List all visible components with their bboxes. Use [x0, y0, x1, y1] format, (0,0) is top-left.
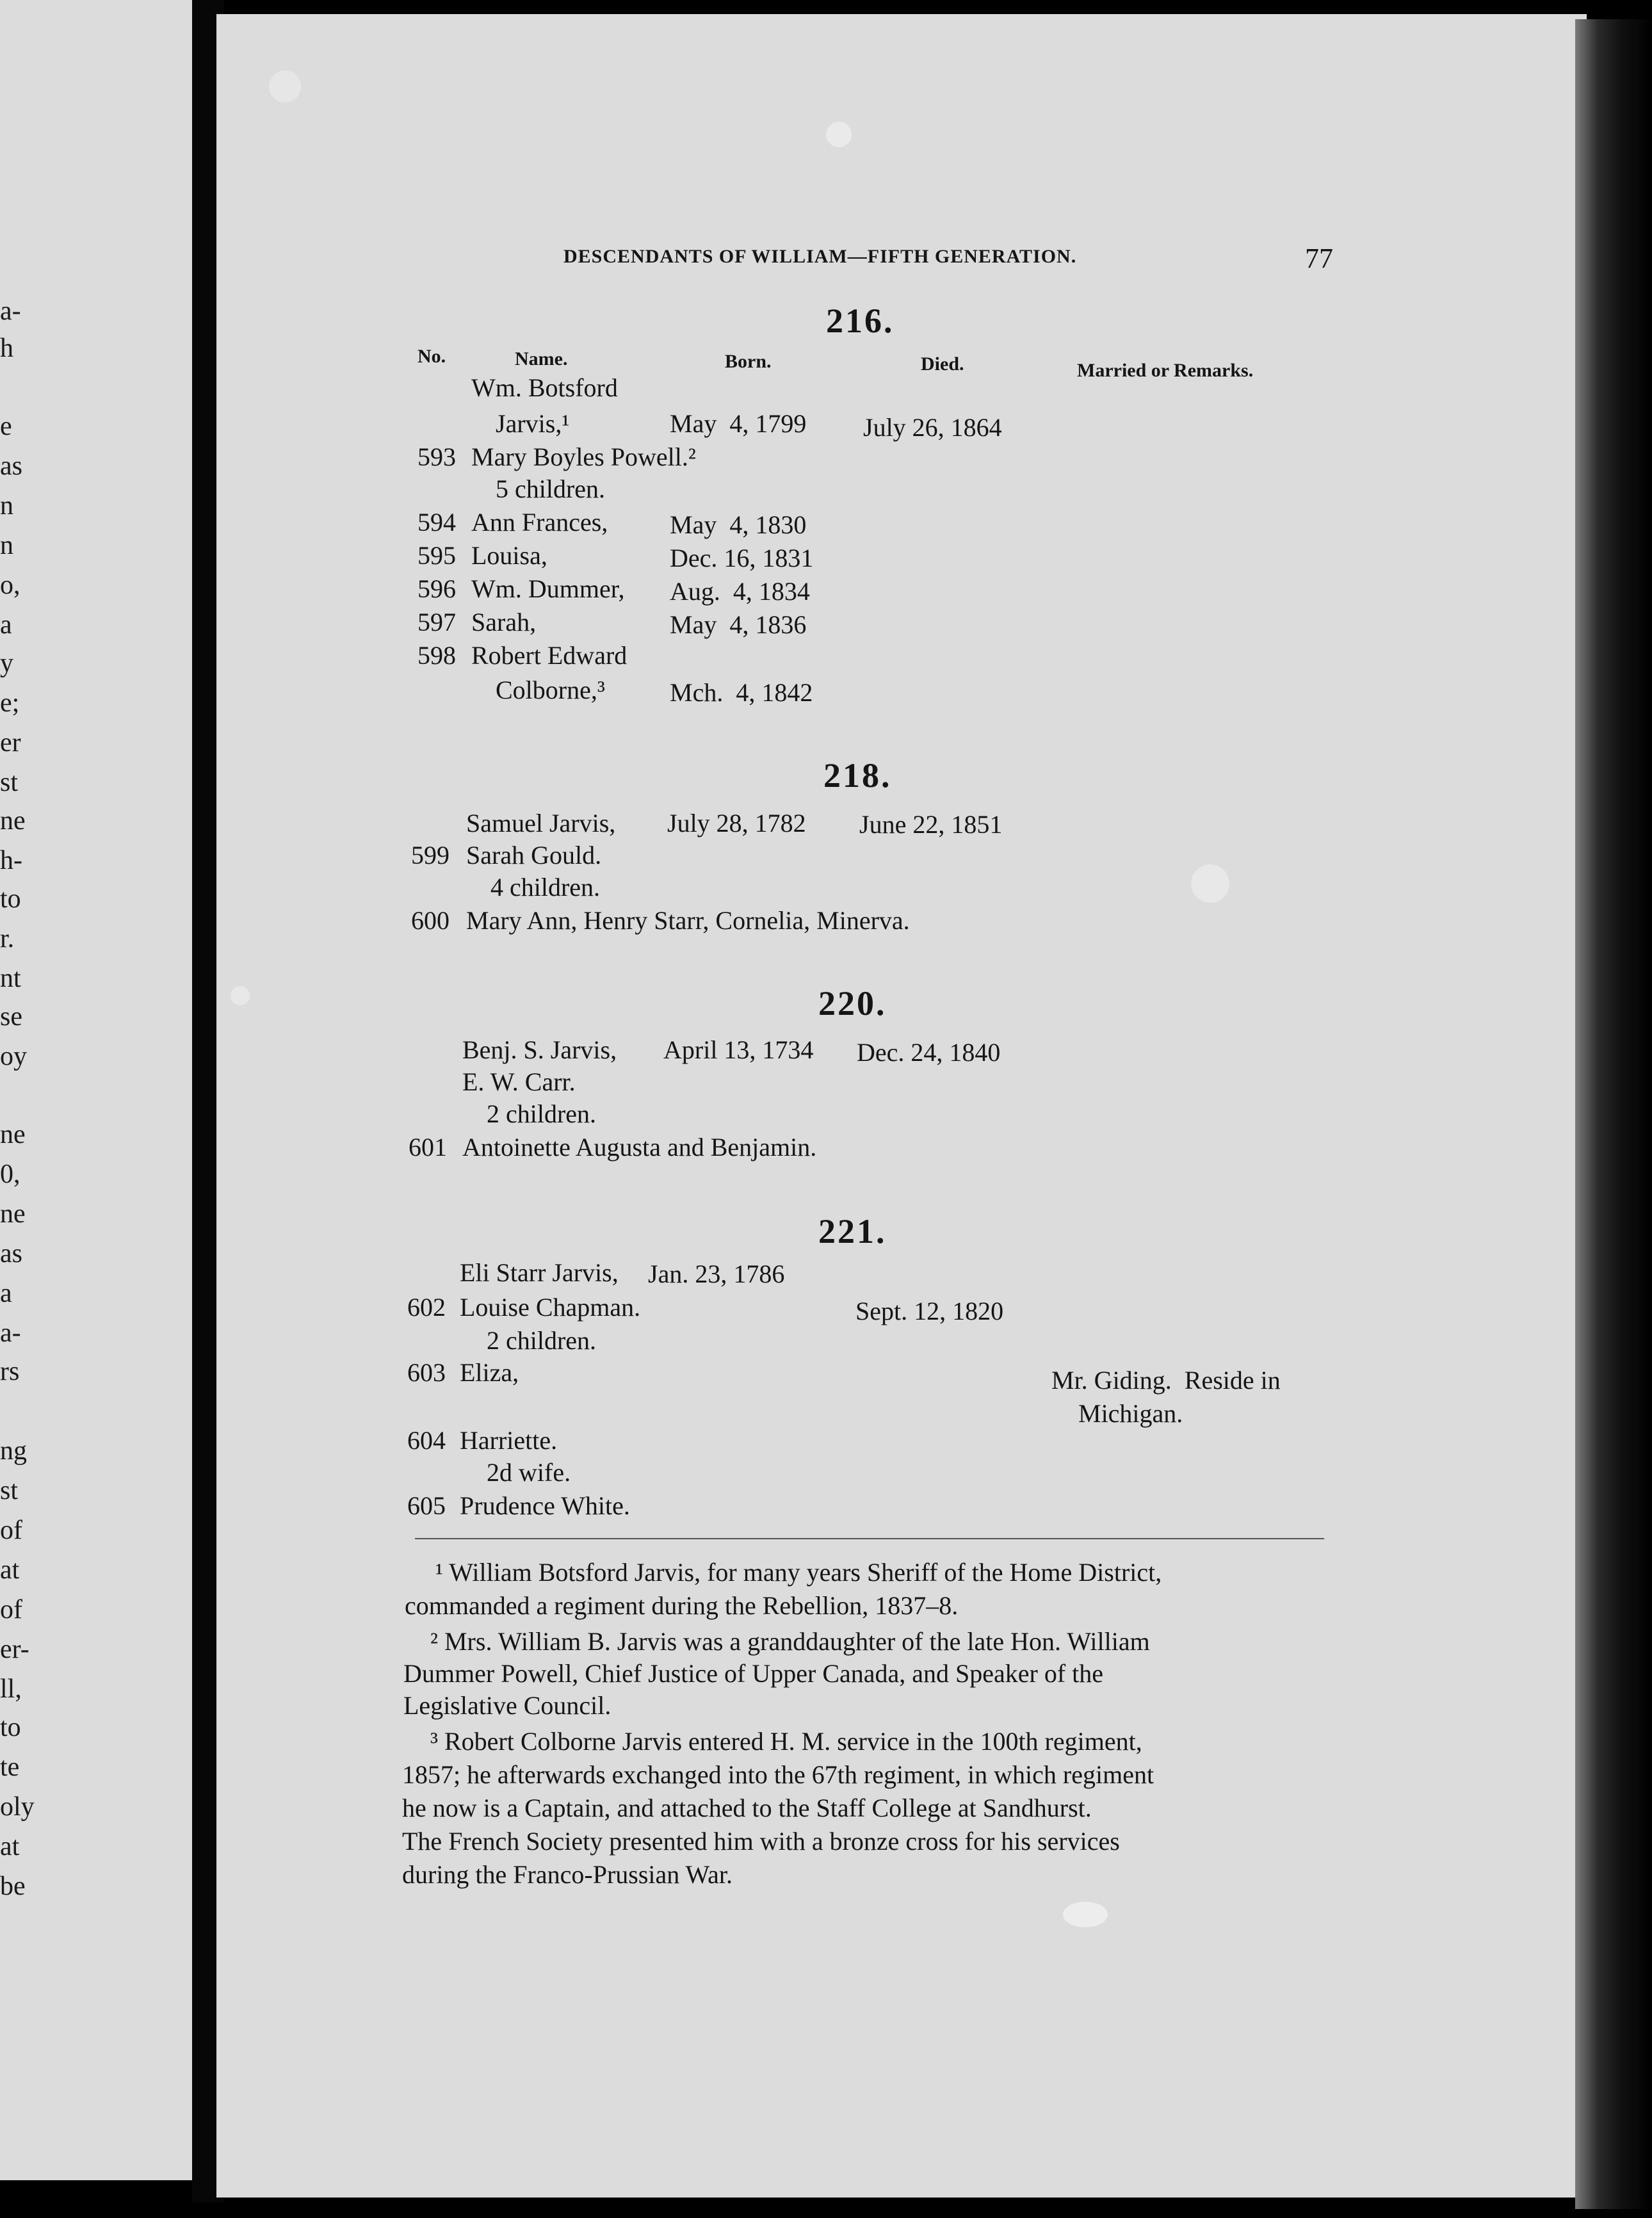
left-page-fragment: o,	[0, 571, 20, 600]
left-page-fragment: h	[0, 334, 13, 363]
entry-name: Eliza,	[460, 1358, 519, 1387]
left-page-fragment: of	[0, 1595, 22, 1624]
entry-born: May 4, 1830	[670, 510, 807, 539]
entry-born: Jan. 23, 1786	[648, 1259, 785, 1288]
left-page-fragment: 0,	[0, 1160, 20, 1189]
entry-name: Samuel Jarvis,	[466, 809, 616, 838]
entry-born: May 4, 1799	[670, 409, 807, 438]
entry-number: 594	[417, 508, 456, 537]
entry-name: Sarah,	[471, 608, 537, 636]
left-facing-page	[0, 0, 206, 2180]
entry-born: July 28, 1782	[667, 809, 806, 838]
footnote-rule	[415, 1538, 1324, 1539]
entry-name: Sarah Gould.	[466, 841, 602, 870]
left-page-fragment: as	[0, 451, 22, 481]
section-heading-216: 216.	[826, 302, 895, 340]
entry-number: 603	[407, 1358, 446, 1387]
column-header-died: Died.	[921, 353, 964, 375]
entry-name: E. W. Carr.	[462, 1067, 576, 1096]
footnote-line: commanded a regiment during the Rebellion, 1837–8.	[405, 1591, 959, 1620]
left-page-fragment: se	[0, 1002, 22, 1032]
entry-born: Mch. 4, 1842	[670, 678, 813, 707]
page-number: 77	[1305, 243, 1333, 274]
entry-number: 600	[411, 906, 449, 935]
footnote-line: 1857; he afterwards exchanged into the 67th regiment, in which regiment	[402, 1760, 1154, 1789]
entry-number: 597	[417, 608, 456, 636]
section-heading-221: 221.	[818, 1212, 887, 1251]
entry-name: Jarvis,¹	[496, 409, 570, 438]
left-page-fragment: to	[0, 884, 21, 914]
entry-number: 593	[417, 442, 456, 471]
scan-speck	[269, 70, 301, 102]
left-page-fragment: to	[0, 1713, 21, 1742]
left-page-fragment: be	[0, 1872, 26, 1901]
left-page-fragment: e;	[0, 688, 20, 718]
entry-number: 598	[417, 641, 456, 670]
entry-name: Colborne,³	[496, 676, 605, 704]
entry-name: Louisa,	[471, 541, 547, 570]
entry-note: 4 children.	[490, 873, 601, 902]
left-page-fragment: oly	[0, 1792, 35, 1822]
left-page-fragment: er-	[0, 1635, 29, 1664]
left-page-fragment: n	[0, 531, 13, 560]
left-page-fragment: r.	[0, 924, 15, 953]
scan-speck	[1063, 1902, 1108, 1927]
left-page-fragment: ne	[0, 806, 26, 836]
footnote-line: he now is a Captain, and attached to the Staff College at Sandhurst.	[402, 1793, 1092, 1822]
entry-name: Prudence White.	[460, 1491, 630, 1520]
entry-note: 2 children.	[487, 1326, 597, 1355]
scan-speck	[231, 986, 250, 1005]
entry-remarks: Michigan.	[1078, 1399, 1183, 1428]
left-page-fragment: a	[0, 610, 12, 640]
entry-note: 2 children.	[487, 1099, 597, 1128]
entry-name: Robert Edward	[471, 641, 628, 670]
column-header-born: Born.	[725, 351, 772, 372]
entry-name: Eli Starr Jarvis,	[460, 1258, 619, 1287]
footnote-line: ¹ William Botsford Jarvis, for many years Sheriff of the Home District,	[435, 1558, 1162, 1587]
scan-speck	[826, 122, 852, 147]
entry-name: Wm. Dummer,	[471, 574, 625, 603]
column-header-no: No.	[417, 346, 446, 367]
column-header-name: Name.	[515, 348, 568, 369]
left-page-fragment: as	[0, 1239, 22, 1268]
entry-name: Mary Boyles Powell.²	[471, 442, 696, 471]
entry-born: Dec. 16, 1831	[670, 544, 814, 572]
entry-born: April 13, 1734	[663, 1035, 814, 1064]
entry-name: Mary Ann, Henry Starr, Cornelia, Minerva.	[466, 906, 910, 935]
left-page-fragment: rs	[0, 1357, 20, 1386]
entry-number: 599	[411, 841, 449, 870]
left-page-fragment: y	[0, 649, 13, 678]
entry-died: Dec. 24, 1840	[857, 1038, 1001, 1067]
entry-number: 601	[409, 1133, 447, 1162]
entry-number: 595	[417, 541, 456, 570]
section-heading-218: 218.	[823, 756, 892, 795]
left-page-fragment: at	[0, 1555, 20, 1585]
footnote-line: The French Society presented him with a bronze cross for his services	[402, 1827, 1120, 1856]
entry-died: July 26, 1864	[863, 413, 1002, 442]
entry-died: June 22, 1851	[859, 810, 1003, 839]
footnote-line: ³ Robert Colborne Jarvis entered H. M. service in the 100th regiment,	[430, 1727, 1142, 1756]
left-page-fragment: a-	[0, 296, 21, 326]
left-page-fragment: oy	[0, 1042, 27, 1071]
entry-number: 602	[407, 1293, 446, 1322]
left-page-fragment: of	[0, 1516, 22, 1545]
page-edge-shadow	[1575, 19, 1652, 2209]
left-page-fragment: ng	[0, 1436, 27, 1466]
left-page-fragment: ll,	[0, 1674, 22, 1704]
entry-note: 2d wife.	[487, 1458, 571, 1487]
entry-name: Ann Frances,	[471, 508, 608, 537]
running-head: DESCENDANTS OF WILLIAM—FIFTH GENERATION.	[563, 246, 1077, 267]
entry-name: Harriette.	[460, 1426, 558, 1455]
entry-number: 605	[407, 1491, 446, 1520]
entry-born: Aug. 4, 1834	[670, 577, 810, 606]
left-page-fragment: nt	[0, 964, 21, 993]
footnote-line: Dummer Powell, Chief Justice of Upper Canada, and Speaker of the	[403, 1659, 1104, 1688]
entry-name: Benj. S. Jarvis,	[462, 1035, 617, 1064]
entry-name: Louise Chapman.	[460, 1293, 641, 1322]
footnote-line: Legislative Council.	[403, 1691, 611, 1720]
entry-died: Sept. 12, 1820	[855, 1297, 1004, 1325]
left-page-fragment: at	[0, 1832, 20, 1861]
left-page-fragment: er	[0, 728, 21, 757]
left-page-fragment: e	[0, 412, 12, 441]
section-heading-220: 220.	[818, 984, 887, 1023]
footnote-line: ² Mrs. William B. Jarvis was a granddaughter of the late Hon. William	[430, 1627, 1150, 1656]
left-page-fragment: ne	[0, 1120, 26, 1149]
entry-born: May 4, 1836	[670, 610, 807, 639]
column-header-remarks: Married or Remarks.	[1077, 360, 1254, 381]
entry-name: Antoinette Augusta and Benjamin.	[462, 1133, 817, 1162]
left-page-fragment: h-	[0, 846, 22, 875]
footnote-line: during the Franco-Prussian War.	[402, 1860, 733, 1889]
entry-remarks: Mr. Giding. Reside in	[1051, 1366, 1281, 1395]
left-page-fragment: st	[0, 768, 19, 797]
entry-name: Wm. Botsford	[471, 373, 618, 402]
entry-note: 5 children.	[496, 474, 606, 503]
entry-number: 604	[407, 1426, 446, 1455]
left-page-fragment: te	[0, 1753, 20, 1782]
left-page-fragment: a	[0, 1279, 12, 1308]
scan-speck	[1191, 864, 1229, 903]
left-page-fragment: a-	[0, 1318, 21, 1348]
entry-number: 596	[417, 574, 456, 603]
left-page-fragment: ne	[0, 1199, 26, 1229]
left-page-fragment: st	[0, 1476, 19, 1505]
left-page-fragment: n	[0, 491, 13, 521]
